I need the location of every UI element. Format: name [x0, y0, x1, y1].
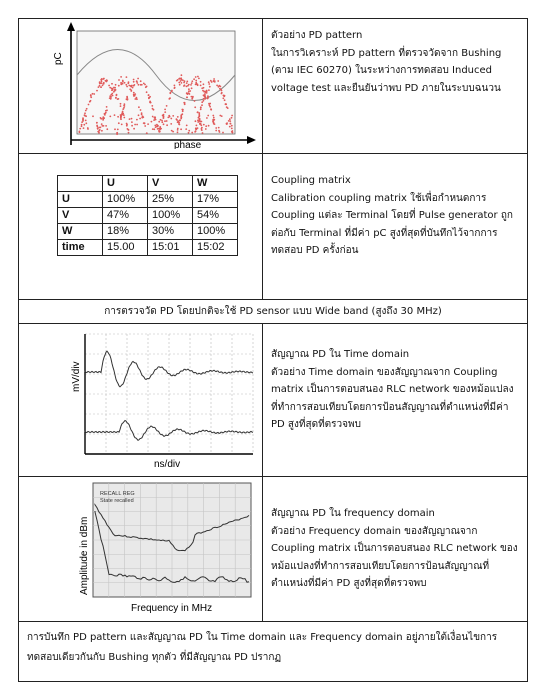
matrix-row — [58, 224, 238, 240]
pd-pattern-plot — [19, 19, 262, 149]
time-domain-body: ตัวอย่าง Time domain ของสัญญาณจาก Coupling matrix เป็นการตอบสนอง RLC network ของหม้อแปลงที่ทำการสอบเทียบโดยการป้อนสัญญาณที่ตำแหน่งที่มีค่า PD สูงที่สุดที่ตรวจพบ — [271, 366, 514, 430]
row-frequency-domain — [19, 477, 528, 622]
pd-pattern-description — [263, 19, 528, 154]
coupling-matrix-description — [263, 154, 528, 300]
matrix-cell: 47% — [103, 208, 148, 224]
matrix-row-label: U — [58, 192, 103, 208]
matrix-row — [58, 208, 238, 224]
pd-pattern-title: ตัวอย่าง PD pattern — [271, 30, 363, 41]
frequency-screen-text-1: RECALL REG — [100, 491, 135, 497]
matrix-cell: 18% — [103, 224, 148, 240]
pd-pattern-xlabel: phase — [174, 140, 202, 149]
frequency-domain-figure — [19, 477, 263, 622]
row-time-domain — [19, 324, 528, 477]
matrix-header-cell: U — [103, 176, 148, 192]
pd-measurement-table — [18, 18, 528, 682]
matrix-cell: 15:01 — [148, 240, 193, 256]
frequency-domain-plot — [19, 477, 262, 617]
wideband-note: การตรวจวัด PD โดยปกติจะใช้ PD sensor แบบ Wide band (สูงถึง 30 MHz) — [19, 300, 528, 324]
time-domain-figure — [19, 324, 263, 477]
coupling-matrix-table — [57, 175, 238, 256]
frequency-domain-ylabel: Amplitude in dBm — [79, 516, 90, 595]
time-domain-plot — [19, 324, 262, 472]
time-domain-description — [263, 324, 528, 477]
frequency-screen-text-2: State recalled — [100, 498, 134, 504]
frequency-domain-xlabel: Frequency in MHz — [131, 603, 213, 614]
pd-pattern-ylabel: pC — [53, 52, 64, 65]
matrix-cell: 100% — [148, 208, 193, 224]
matrix-row-label: W — [58, 224, 103, 240]
row-pd-pattern — [19, 19, 528, 154]
matrix-cell: 100% — [103, 192, 148, 208]
time-domain-xlabel: ns/div — [154, 459, 181, 470]
coupling-matrix-body: Calibration coupling matrix ใช้เพื่อกำหนดการ Coupling แต่ละ Terminal โดยที่ Pulse generator ถูกต่อกับ Terminal ที่มีค่า pC สูงที่สุดที่บันทึกไว้จากการทดสอบ PD ครั้งก่อน — [271, 192, 513, 256]
time-domain-ylabel: mV/div — [71, 361, 82, 392]
coupling-matrix-figure — [19, 154, 263, 300]
pd-pattern-body: ในการวิเคราะห์ PD pattern ที่ตรวจวัดจาก Bushing (ตาม IEC 60270) ในระหว่างการทดสอบ Induced voltage test และยืนยันว่าพบ PD ภายในระบบฉนวน — [271, 47, 502, 94]
row-coupling-matrix — [19, 154, 528, 300]
matrix-cell: 15.00 — [103, 240, 148, 256]
matrix-cell: 100% — [193, 224, 238, 240]
time-domain-title: สัญญาณ PD ใน Time domain — [271, 349, 410, 360]
matrix-cell: 25% — [148, 192, 193, 208]
matrix-cell: 30% — [148, 224, 193, 240]
coupling-matrix-title: Coupling matrix — [271, 175, 351, 186]
matrix-row-label: time — [58, 240, 103, 256]
matrix-cell: 15:02 — [193, 240, 238, 256]
matrix-row — [58, 192, 238, 208]
matrix-row-label: V — [58, 208, 103, 224]
frequency-domain-title: สัญญาณ PD ใน frequency domain — [271, 508, 435, 519]
matrix-cell: 54% — [193, 208, 238, 224]
pd-pattern-figure — [19, 19, 263, 154]
row-wideband-note — [19, 300, 528, 324]
frequency-domain-body: ตัวอย่าง Frequency domain ของสัญญาณจาก Coupling matrix เป็นการตอบสนอง RLC network ของหม้อแปลงที่ทำการสอบเทียบโดยการป้อนสัญญาณที่ตำแหน่งที่มีค่า PD สูงที่สุดที่ตรวจพบ — [271, 525, 518, 589]
matrix-header-cell — [58, 176, 103, 192]
matrix-header-cell: V — [148, 176, 193, 192]
recording-note: การบันทึก PD pattern และสัญญาณ PD ใน Time domain และ Frequency domain อยู่ภายใต้เงื่อนไขการทดสอบเดียวกันกับ Bushing ทุกตัว ที่มีสัญญาณ PD ปรากฏ — [19, 622, 528, 682]
matrix-header-cell: W — [193, 176, 238, 192]
frequency-domain-description — [263, 477, 528, 622]
matrix-row — [58, 240, 238, 256]
row-recording-note — [19, 622, 528, 682]
matrix-cell: 17% — [193, 192, 238, 208]
